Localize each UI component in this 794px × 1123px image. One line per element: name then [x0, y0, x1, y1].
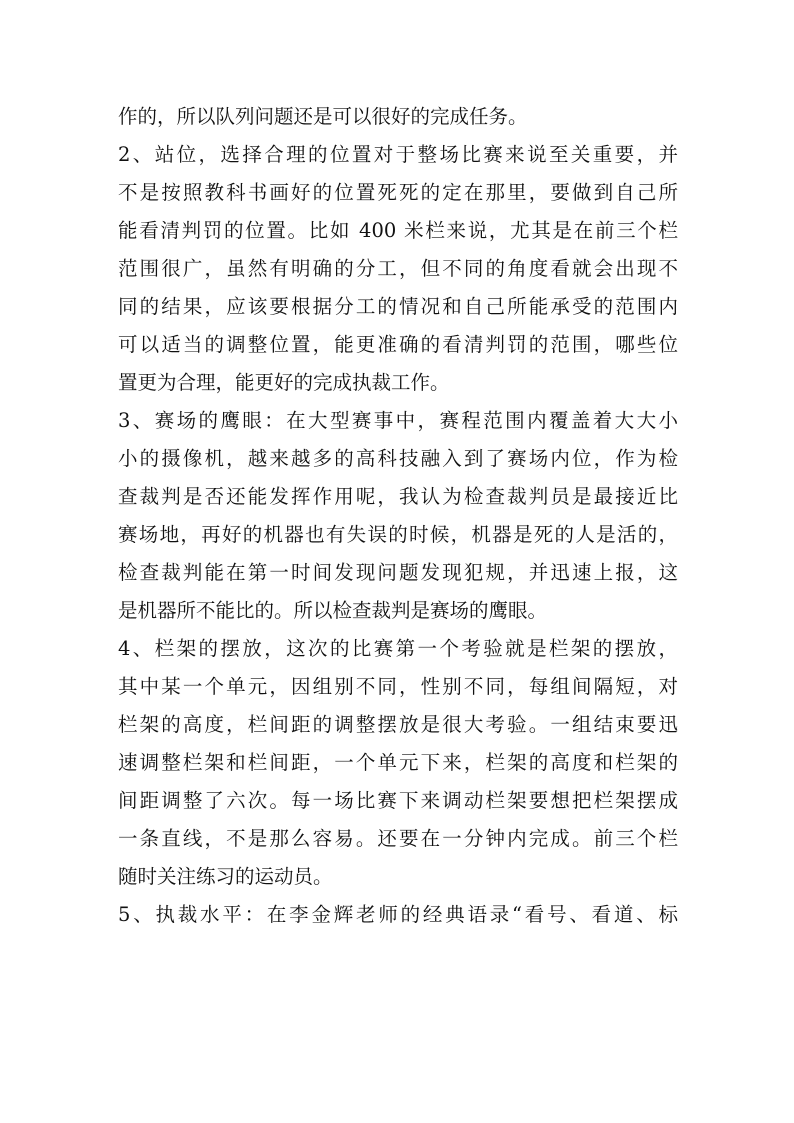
paragraph-line: 同的结果，应该要根据分工的情况和自己所能承受的范围内	[118, 295, 678, 318]
paragraph-line: 随时关注练习的运动员。	[118, 865, 333, 888]
paragraph-line: 赛场地，再好的机器也有失误的时候，机器是死的人是活的，	[118, 523, 678, 546]
document-body	[118, 98, 678, 934]
paragraph-line: 5、执裁水平：在李金辉老师的经典语录“看号、看道、标	[118, 903, 678, 926]
paragraph-line: 速调整栏架和栏间距，一个单元下来，栏架的高度和栏架的	[118, 751, 678, 774]
paragraph-line: 可以适当的调整位置，能更准确的看清判罚的范围，哪些位	[118, 333, 678, 356]
paragraph-line: 是机器所不能比的。所以检查裁判是赛场的鹰眼。	[118, 599, 548, 622]
paragraph-line: 能看清判罚的位置。比如 400 米栏来说，尤其是在前三个栏	[118, 219, 678, 242]
paragraph-line: 2、站位，选择合理的位置对于整场比赛来说至关重要，并	[118, 143, 678, 166]
paragraph-line: 一条直线，不是那么容易。还要在一分钟内完成。前三个栏	[118, 827, 678, 850]
paragraph-line: 栏架的高度，栏间距的调整摆放是很大考验。一组结束要迅	[118, 713, 678, 736]
paragraph-line: 3、赛场的鹰眼：在大型赛事中，赛程范围内覆盖着大大小	[118, 409, 678, 432]
paragraph-line: 其中某一个单元，因组别不同，性别不同，每组间隔短，对	[118, 675, 678, 698]
paragraph-line: 小的摄像机，越来越多的高科技融入到了赛场内位，作为检	[118, 447, 678, 470]
paragraph-line: 不是按照教科书画好的位置死死的定在那里，要做到自己所	[118, 181, 678, 204]
paragraph-line: 间距调整了六次。每一场比赛下来调动栏架要想把栏架摆成	[118, 789, 678, 812]
paragraph-line: 作的，所以队列问题还是可以很好的完成任务。	[118, 105, 528, 128]
paragraph-line: 置更为合理，能更好的完成执裁工作。	[118, 371, 450, 394]
paragraph-line: 查裁判是否还能发挥作用呢，我认为检查裁判员是最接近比	[118, 485, 678, 508]
paragraph-line: 检查裁判能在第一时间发现问题发现犯规，并迅速上报，这	[118, 561, 678, 584]
paragraph-line: 范围很广，虽然有明确的分工，但不同的角度看就会出现不	[118, 257, 678, 280]
paragraph-line: 4、栏架的摆放，这次的比赛第一个考验就是栏架的摆放，	[118, 637, 678, 660]
